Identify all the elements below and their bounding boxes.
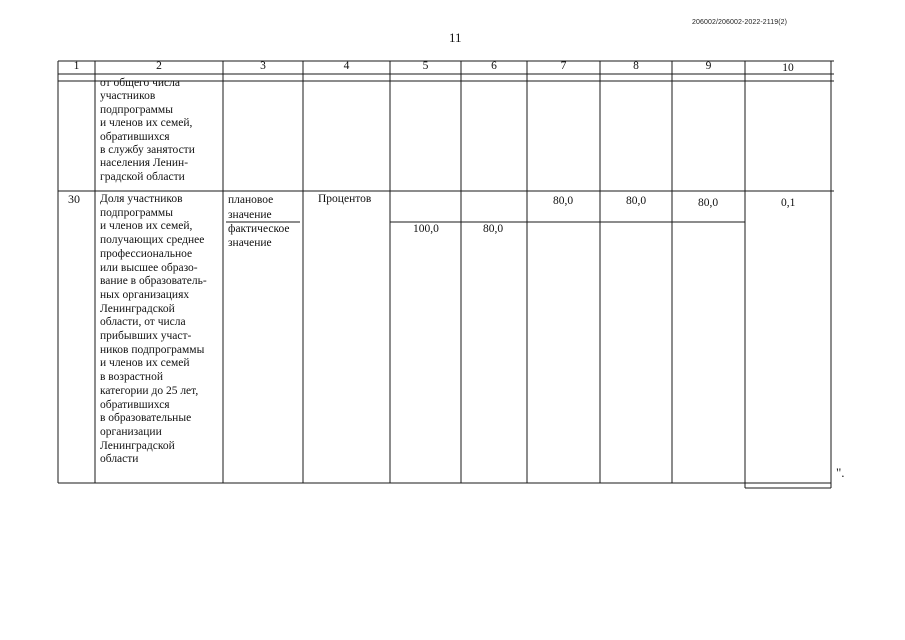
header-col-7: 7 xyxy=(560,60,567,72)
actual-value-label: фактическое значение xyxy=(228,223,290,249)
header-col-4: 4 xyxy=(343,60,350,72)
header-col-2: 2 xyxy=(156,60,162,72)
planned-value-col9: 80,0 xyxy=(698,197,719,209)
header-col-8: 8 xyxy=(633,60,639,72)
header-col-1: 1 xyxy=(73,60,80,72)
continued-row-text: от общего числа участников подпрограммы и членов их семей, обратившихся в службу занятости населения Ленин- градской области xyxy=(100,77,195,183)
closing-quote-mark: ". xyxy=(836,465,845,480)
row-30-number: 30 xyxy=(68,192,80,206)
unit-label: Процентов xyxy=(318,193,372,205)
row-30-description: Доля участников подпрограммы и членов их семей, получающих среднее профессиональное или высшее образо- вание в образователь- ных организациях Ленинградской области, от числа прибывших участ- ников подпрограммы и членов их семей в возрастной категории до 25 лет, обратившихся в образовательные организации Ленинградской области xyxy=(100,193,207,466)
header-col-3: 3 xyxy=(260,60,266,72)
page-number: 11 xyxy=(449,30,462,45)
planned-value-col7: 80,0 xyxy=(553,195,574,207)
actual-value-col5: 100,0 xyxy=(413,223,439,235)
planned-value-label: плановое значение xyxy=(228,194,274,221)
col10-value: 0,1 xyxy=(781,197,796,209)
header-col-6: 6 xyxy=(491,60,497,72)
header-col-5: 5 xyxy=(422,60,429,72)
header-col-9: 9 xyxy=(705,60,712,72)
planned-value-col8: 80,0 xyxy=(626,195,647,207)
actual-value-col6: 80,0 xyxy=(483,223,504,235)
header-col-10: 10 xyxy=(782,62,794,74)
document-number: 206002/206002-2022-2119(2) xyxy=(692,19,788,26)
